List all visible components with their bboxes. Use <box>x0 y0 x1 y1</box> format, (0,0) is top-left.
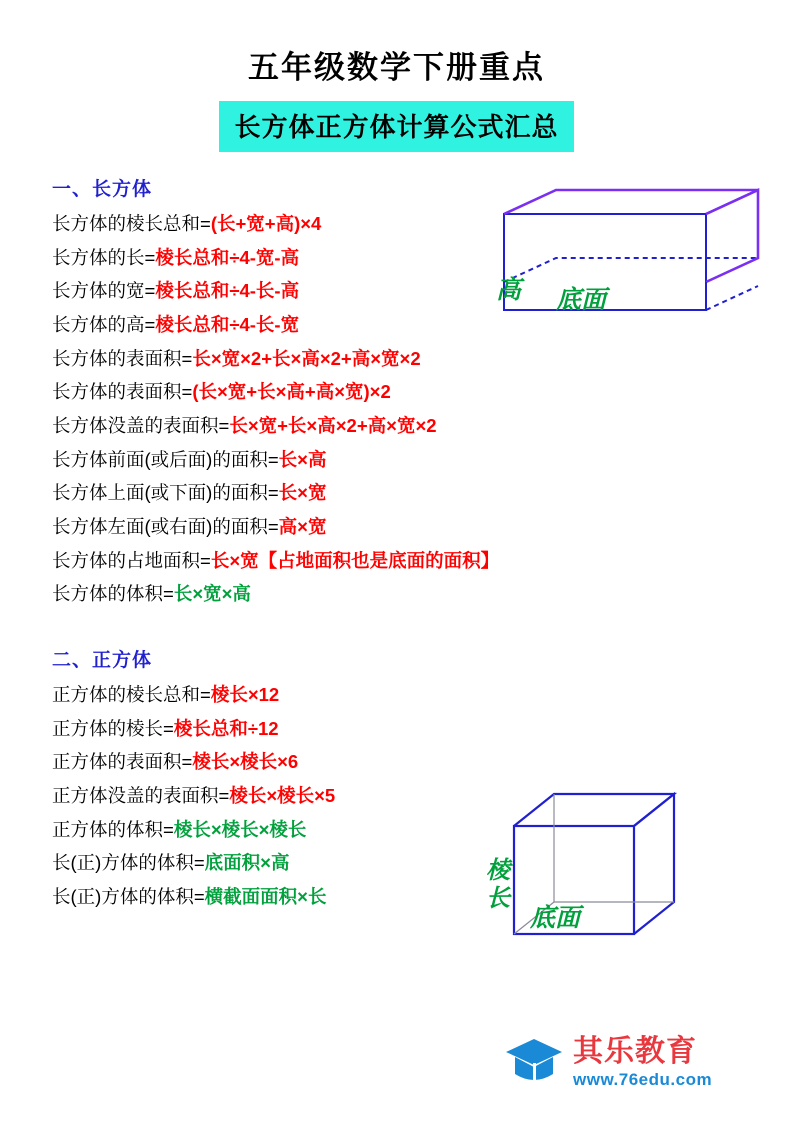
formula-row <box>52 443 522 477</box>
formula-equals: = <box>193 852 205 874</box>
cuboid-height-label: 高 <box>496 277 522 304</box>
formula-right: 棱长总和÷4-长-高 <box>155 280 300 302</box>
formula-right: 高×宽 <box>278 515 327 537</box>
formula-left: 长方体的表面积 <box>52 347 182 369</box>
cube-edge-label-top: 棱 <box>486 858 510 884</box>
formula-left: 正方体的棱长 <box>52 717 164 739</box>
formula-equals: = <box>163 583 174 605</box>
graduation-cap-svg <box>505 1036 563 1088</box>
logo-url[interactable]: www.76edu.com <box>573 1069 713 1089</box>
formula-row <box>52 577 522 611</box>
formula-list-cube <box>52 678 522 914</box>
site-logo[interactable] <box>505 1036 712 1088</box>
formula-row <box>52 779 522 813</box>
formula-row <box>52 544 522 578</box>
formula-row <box>52 207 522 241</box>
formula-row <box>52 510 522 544</box>
formula-equals: = <box>200 683 211 705</box>
formula-left: 长方体的占地面积 <box>52 549 201 571</box>
formula-left: 长方体的棱长总和 <box>52 213 201 234</box>
cap-tassel <box>533 1063 536 1083</box>
formula-right: 棱长×棱长×5 <box>229 784 336 806</box>
cuboid-base-label: 底面 <box>556 287 607 314</box>
formula-equals: = <box>144 313 156 335</box>
formula-left: 长方体的体积 <box>52 583 164 605</box>
logo-text-block <box>573 1034 713 1089</box>
formula-row <box>52 813 522 847</box>
cuboid-hidden-edge <box>504 258 758 282</box>
cuboid-hidden-edge <box>706 286 758 310</box>
formula-right: 长×宽×高 <box>173 583 251 605</box>
formula-right: 棱长×棱长×6 <box>192 751 299 773</box>
formula-equals: = <box>267 448 279 470</box>
formula-right: 底面积×高 <box>204 852 290 874</box>
formula-left: 正方体没盖的表面积 <box>52 784 219 806</box>
cuboid-right-face <box>706 190 758 282</box>
formula-row <box>52 342 522 376</box>
formula-equals: = <box>193 885 205 907</box>
formula-right: 横截面面积×长 <box>204 885 327 907</box>
formula-equals: = <box>144 246 156 268</box>
cube-right-face <box>634 794 674 934</box>
cube-top-face <box>514 794 674 826</box>
formula-right: 棱长×12 <box>210 683 280 705</box>
formula-row <box>52 678 522 712</box>
formula-left: 正方体的体积 <box>52 818 164 840</box>
banner-title: 长方体正方体计算公式汇总 <box>219 101 573 152</box>
graduation-cap-icon <box>505 1036 563 1088</box>
formula-left: 正方体的表面积 <box>52 751 182 773</box>
formula-row <box>52 308 522 342</box>
formula-row <box>52 241 522 275</box>
formula-equals: = <box>267 482 279 504</box>
cuboid-top-face <box>504 190 758 214</box>
cap-top <box>506 1039 562 1065</box>
formula-row <box>52 375 522 409</box>
formula-left: 长方体的长 <box>52 246 145 268</box>
formula-right: 长×宽+长×高×2+高×宽×2 <box>229 414 437 436</box>
logo-name: 其乐教育 <box>573 1034 697 1068</box>
formula-right: 长×宽【占地面积也是底面的面积】 <box>210 549 500 571</box>
formula-left: 长方体的宽 <box>52 280 145 302</box>
formula-right: 棱长总和÷12 <box>173 717 279 739</box>
cuboid-hidden-edge <box>504 190 758 214</box>
section-heading-cuboid: 一、长方体 <box>52 179 153 200</box>
formula-equals: = <box>218 784 230 806</box>
formula-equals: = <box>200 549 211 571</box>
cube-base-label: 底面 <box>530 905 581 932</box>
formula-left: 长(正)方体的体积 <box>52 852 194 874</box>
formula-left: 长方体没盖的表面积 <box>52 414 219 436</box>
formula-right: 棱长总和÷4-长-宽 <box>155 313 300 335</box>
formula-right: 棱长总和÷4-宽-高 <box>155 246 300 268</box>
cube-figure <box>486 786 701 951</box>
formula-right: (长×宽+长×高+高×宽)×2 <box>192 381 391 403</box>
formula-left: 长方体的高 <box>52 313 145 335</box>
formula-left: 长方体前面(或后面)的面积 <box>52 448 268 470</box>
formula-right: 长×宽 <box>278 482 327 504</box>
banner-wrapper <box>0 101 793 152</box>
formula-equals: = <box>181 751 193 773</box>
formula-right: (长+宽+高)×4 <box>210 213 322 234</box>
formula-equals: = <box>181 347 193 369</box>
formula-list-cuboid <box>52 207 522 611</box>
formula-left: 正方体的棱长总和 <box>52 683 201 705</box>
formula-equals: = <box>181 381 193 403</box>
page-title: 五年级数学下册重点 <box>248 50 545 85</box>
formula-left: 长方体左面(或右面)的面积 <box>52 515 268 537</box>
formula-row <box>52 712 522 746</box>
formula-equals: = <box>163 717 174 739</box>
cuboid-figure <box>496 186 768 336</box>
formula-left: 长方体上面(或下面)的面积 <box>52 482 268 504</box>
formula-equals: = <box>218 414 230 436</box>
formula-row <box>52 846 522 880</box>
formula-equals: = <box>267 515 279 537</box>
formula-row <box>52 745 522 779</box>
section-heading-cube: 二、正方体 <box>52 649 153 671</box>
formula-equals: = <box>200 213 211 234</box>
formula-row <box>52 476 522 510</box>
formula-right: 长×高 <box>278 448 327 470</box>
cube-svg <box>486 786 701 951</box>
formula-right: 长×宽×2+长×高×2+高×宽×2 <box>192 347 421 369</box>
cube-edge-label-bottom: 长 <box>486 886 510 912</box>
formula-equals: = <box>144 280 156 302</box>
formula-row <box>52 274 522 308</box>
formula-left: 长(正)方体的体积 <box>52 885 194 907</box>
formula-equals: = <box>163 818 174 840</box>
cuboid-svg <box>496 186 768 336</box>
formula-right: 棱长×棱长×棱长 <box>173 818 307 840</box>
formula-row <box>52 880 522 914</box>
formula-left: 长方体的表面积 <box>52 381 182 403</box>
formula-row <box>52 409 522 443</box>
